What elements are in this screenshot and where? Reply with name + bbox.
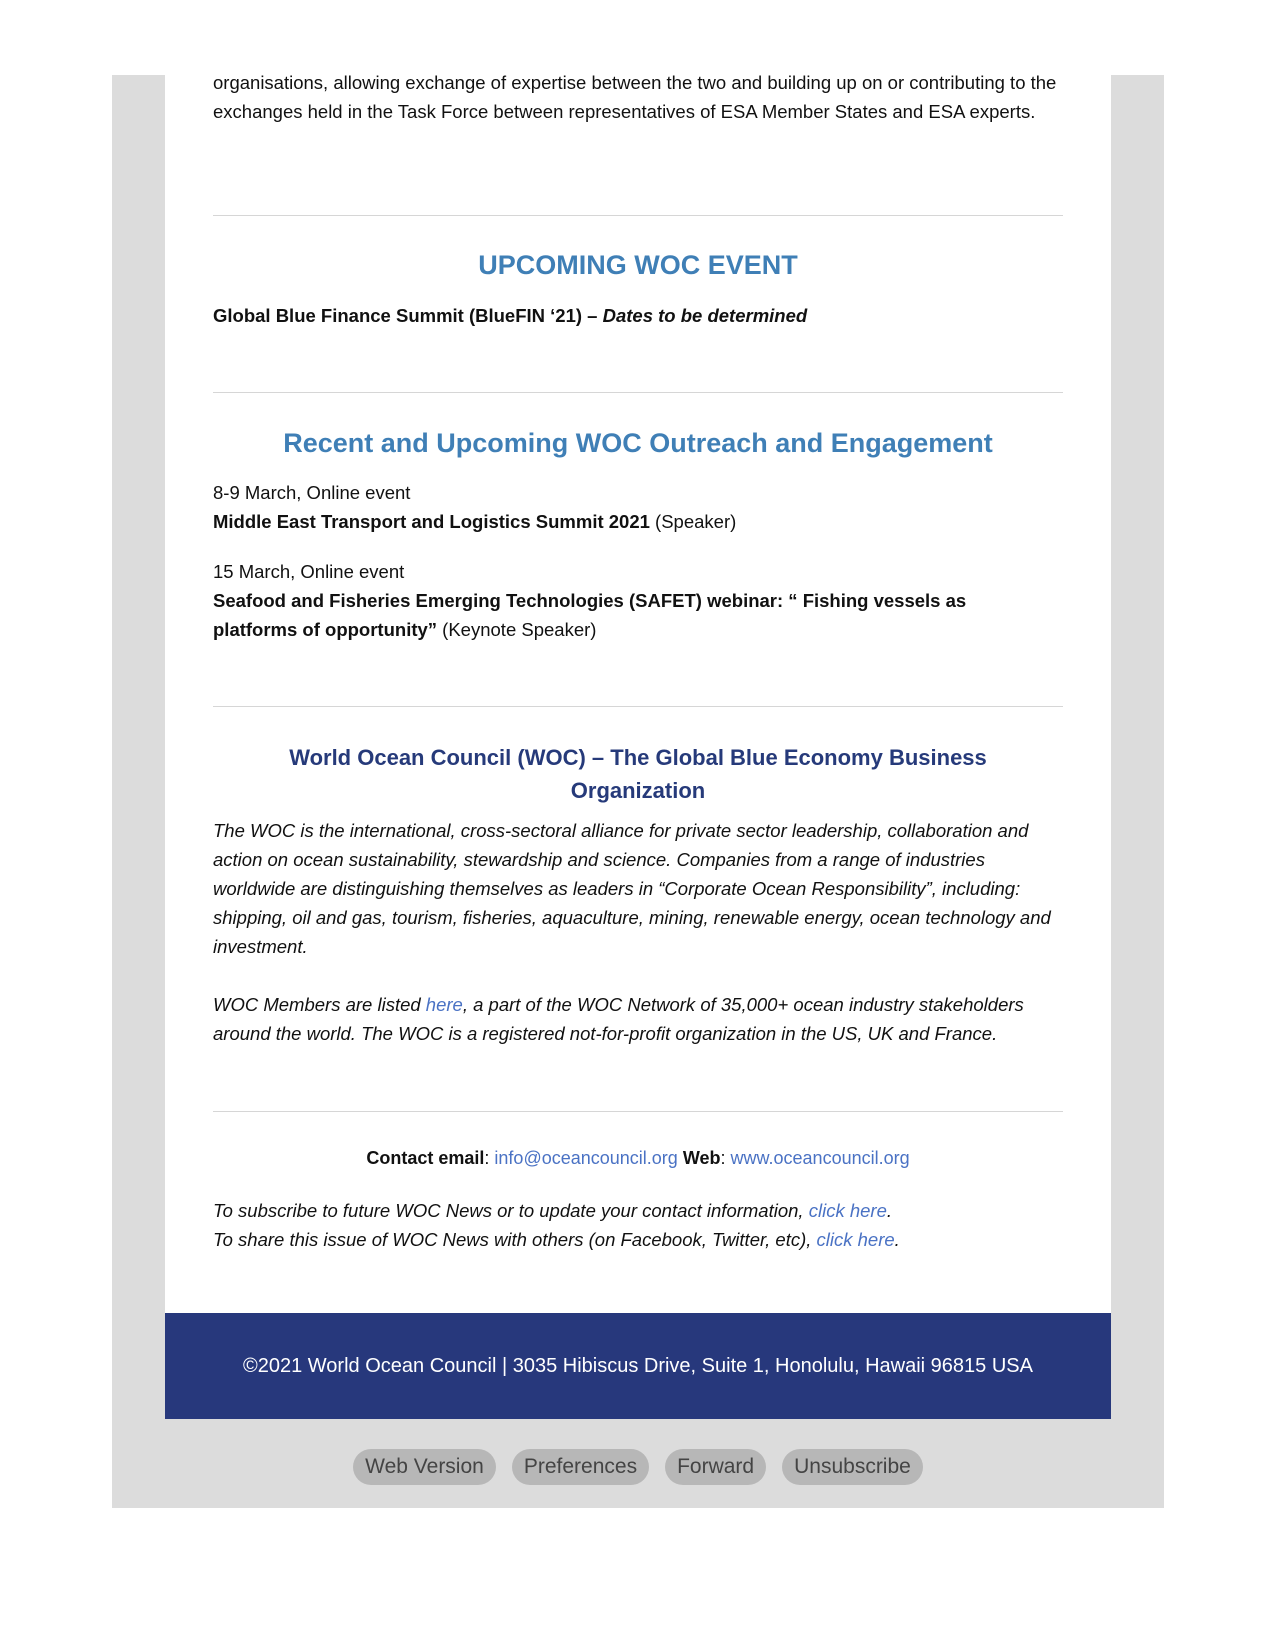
event-dates: Dates to be determined (602, 305, 808, 326)
about-title: World Ocean Council (WOC) – The Global Blue Economy Business Organization (289, 745, 987, 803)
contact-email-label: Contact email (366, 1148, 485, 1168)
divider (213, 706, 1063, 707)
outreach-item-date: 8-9 March, Online event (213, 482, 411, 503)
outreach-item-title (213, 615, 1063, 644)
unsubscribe-button[interactable]: Unsubscribe (782, 1449, 923, 1485)
members-here-link[interactable]: here (425, 994, 463, 1015)
outreach-item-role: (Keynote Speaker) (437, 619, 597, 640)
outreach-item-name-line2: platforms of opportunity” (213, 619, 438, 640)
divider (213, 215, 1063, 216)
footer-links (112, 1449, 1164, 1485)
upcoming-event-title: UPCOMING WOC EVENT (478, 250, 798, 280)
contact-line: Contact email: info@oceancouncil.org Web: www.oceancouncil.org (366, 1148, 910, 1168)
outreach-item-role: (Speaker) (649, 511, 737, 532)
web-label: Web (682, 1148, 721, 1168)
intro-paragraph: organisations, allowing exchange of expertise between the two and building up on or contributing to the exchanges held in the Task Force between representatives of ESA Member States and ESA experts. (213, 72, 1057, 122)
upcoming-event-line (213, 301, 1063, 330)
event-name: Global Blue Finance Summit (BlueFIN ‘21) – (213, 305, 603, 326)
preferences-button[interactable]: Preferences (512, 1449, 649, 1485)
outreach-title: Recent and Upcoming WOC Outreach and Engagement (283, 428, 993, 458)
members-text-post: , a part of the WOC Network of 35,000+ ocean industry stakeholders around the world. The WOC is a registered not-for-profit organization in the US, UK and France. (213, 994, 1024, 1044)
subscribe-link[interactable]: click here (808, 1200, 887, 1221)
share-line: To share this issue of WOC News with others (on Facebook, Twitter, etc), click here. (213, 1229, 900, 1250)
subscribe-line: To subscribe to future WOC News or to update your contact information, click here. (213, 1200, 892, 1221)
footer-bar (165, 1313, 1111, 1419)
subscribe-text: To subscribe to future WOC News or to update your contact information, (213, 1200, 809, 1221)
share-link[interactable]: click here (816, 1229, 895, 1250)
about-members-paragraph (213, 990, 1063, 1048)
about-paragraph: The WOC is the international, cross-sectoral alliance for private sector leadership, collaboration and action on ocean sustainability, stewardship and science. Companies from a range of industries worldwide are distinguishing themselves as leaders in “Corporate Ocean Responsibility”, including: shipping, oil and gas, tourism, fisheries, aquaculture, mining, renewable energy, ocean technology and investment. (213, 820, 1051, 957)
divider (213, 1111, 1063, 1112)
outreach-item-name-line1: Seafood and Fisheries Emerging Technologies (SAFET) webinar: “ Fishing vessels as (213, 590, 967, 611)
divider (213, 392, 1063, 393)
outreach-item-date: 15 March, Online event (213, 561, 405, 582)
outreach-item-title (213, 507, 1063, 536)
share-text: To share this issue of WOC News with others (on Facebook, Twitter, etc), (213, 1229, 817, 1250)
forward-button[interactable]: Forward (665, 1449, 766, 1485)
contact-email-link[interactable]: info@oceancouncil.org (494, 1148, 678, 1168)
members-text-pre: WOC Members are listed (213, 994, 426, 1015)
website-link[interactable]: www.oceancouncil.org (730, 1148, 910, 1168)
outreach-item-name: Middle East Transport and Logistics Summit 2021 (213, 511, 650, 532)
web-version-button[interactable]: Web Version (353, 1449, 496, 1485)
footer-copyright: ©2021 World Ocean Council | 3035 Hibiscus Drive, Suite 1, Honolulu, Hawaii 96815 USA (243, 1354, 1033, 1377)
